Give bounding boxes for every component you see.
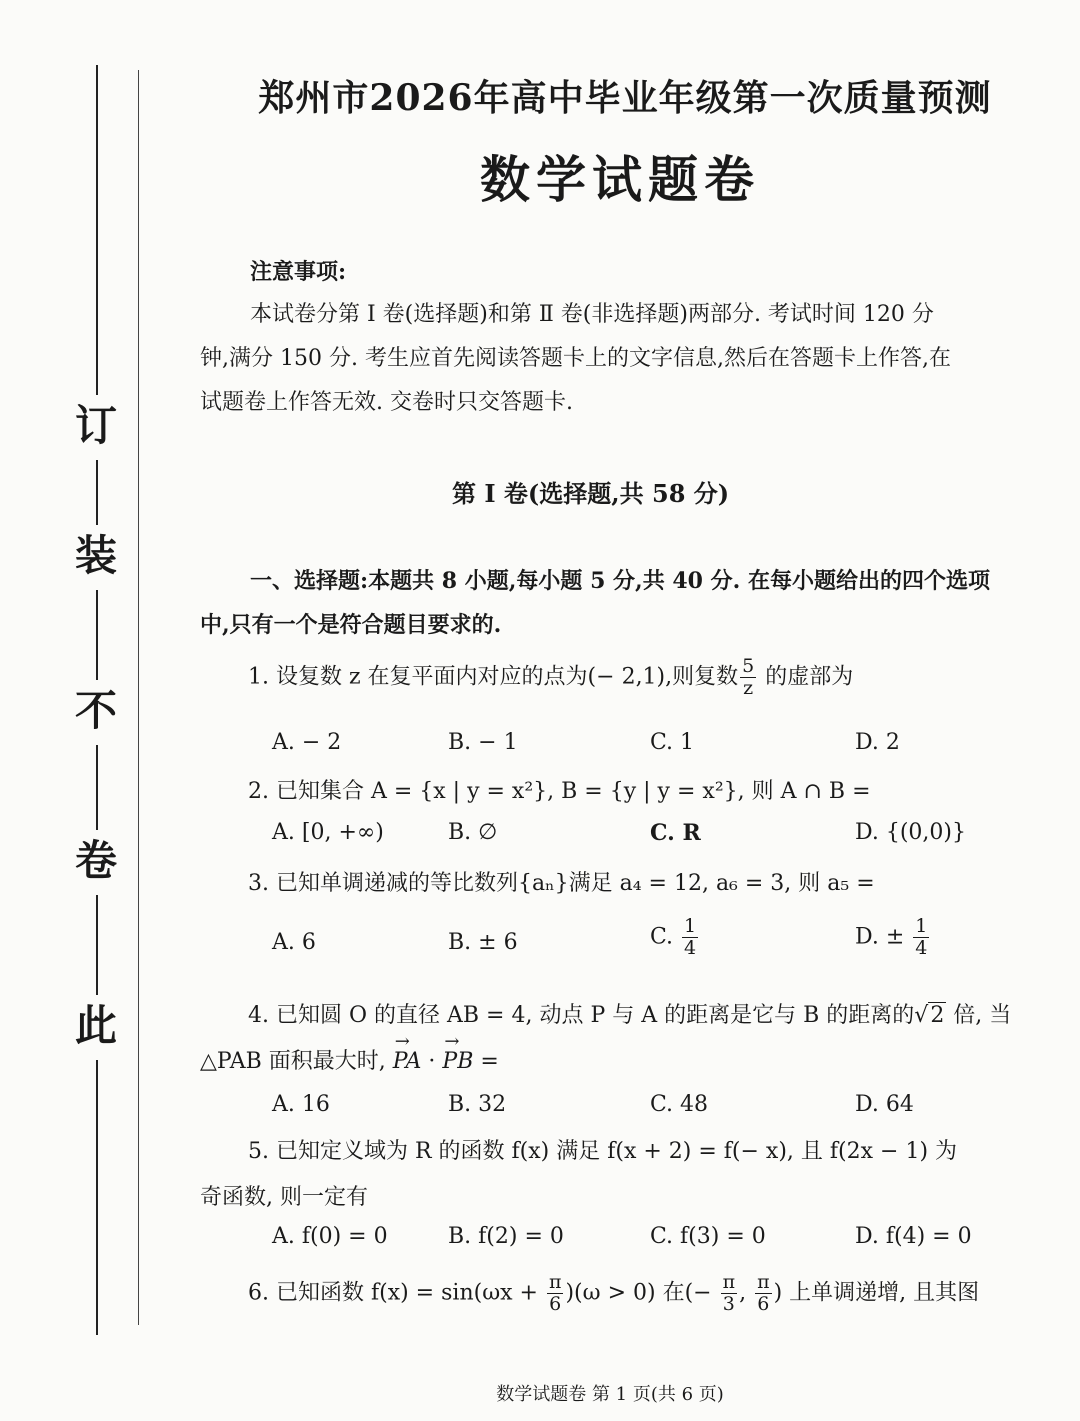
q5-option-b: B. f(2) = 0 (448, 1224, 564, 1249)
binding-char-juan: 卷 (74, 836, 117, 885)
question-3-stem: 3. 已知单调递减的等比数列{aₙ}满足 a₄ = 12, a₆ = 3, 则 a₅ = (248, 871, 875, 896)
part-instruction: 中,只有一个是符合题目要求的. (200, 612, 502, 638)
fraction (682, 916, 698, 959)
q1-option-c: C. 1 (650, 730, 695, 755)
fraction-denominator: 4 (915, 937, 928, 959)
question-text: 倍, 当 (946, 1003, 1012, 1028)
section-title: 第 Ⅰ 卷(选择题,共 58 分) (452, 479, 730, 508)
q2-option-a: A. [0, +∞) (272, 820, 384, 845)
part-instruction: 一、选择题:本题共 8 小题,每小题 5 分,共 40 分. 在每小题给出的四个选项 (250, 568, 990, 594)
vector-pa: → PA (393, 1049, 422, 1074)
margin-divider (138, 70, 139, 1325)
fraction-denominator: 6 (549, 1293, 562, 1315)
q1-option-d: D. 2 (855, 730, 900, 755)
question-2-stem: 2. 已知集合 A = {x | y = x²}, B = {y | y = x²}, 则 A ∩ B = (248, 779, 871, 804)
fraction-denominator: z (743, 677, 754, 699)
question-5-stem: 5. 已知定义域为 R 的函数 f(x) 满足 f(x + 2) = f(− x), 且 f(2x − 1) 为 (248, 1139, 958, 1164)
q2-option-b: B. ∅ (448, 820, 498, 845)
fraction (547, 1272, 564, 1315)
question-text: ) 上单调递增, 且其图 (773, 1280, 980, 1306)
binding-line (96, 590, 98, 680)
binding-line (96, 460, 98, 525)
question-text: △PAB 面积最大时, (200, 1049, 393, 1074)
fraction-denominator: 4 (684, 937, 697, 959)
fraction (913, 916, 929, 959)
q1-option-a: A. − 2 (272, 730, 342, 755)
question-text: 6. 已知函数 f(x) = sin(ωx + (248, 1280, 545, 1306)
fraction (721, 1272, 738, 1315)
binding-char-ding: 订 (74, 401, 117, 450)
binding-line (96, 1060, 98, 1335)
q4-option-a: A. 16 (272, 1092, 330, 1117)
question-4-stem (248, 998, 1011, 1029)
fraction-numerator: 1 (684, 915, 697, 937)
q3-option-b: B. ± 6 (448, 930, 518, 955)
question-1-stem (248, 656, 853, 699)
binding-char-zhuang: 装 (74, 531, 117, 580)
exam-title: 郑州市2026年高中毕业年级第一次质量预测 (258, 77, 992, 119)
sqrt-sign: √ (914, 1003, 929, 1028)
question-text: = (473, 1049, 499, 1074)
question-4-stem-cont (200, 1044, 499, 1075)
question-text: , (739, 1280, 754, 1306)
binding-char-ci: 此 (74, 1001, 117, 1050)
q5-option-c: C. f(3) = 0 (650, 1224, 766, 1249)
q5-option-a: A. f(0) = 0 (272, 1224, 388, 1249)
fraction (755, 1272, 772, 1315)
dot-product: · (421, 1049, 443, 1074)
fraction-numerator: π (548, 1271, 562, 1293)
fraction-numerator: π (722, 1271, 736, 1293)
question-6-stem (248, 1272, 979, 1315)
option-label: C. (650, 924, 681, 950)
question-text: 4. 已知圆 O 的直径 AB = 4, 动点 P 与 A 的距离是它与 B 的距离的 (248, 1003, 915, 1028)
notice-line: 钟,满分 150 分. 考生应首先阅读答题卡上的文字信息,然后在答题卡上作答,在 (200, 346, 951, 371)
vector-pb: → PB (442, 1049, 473, 1074)
binding-line (96, 895, 98, 995)
q4-option-c: C. 48 (650, 1092, 709, 1117)
page-footer: 数学试题卷 第 1 页(共 6 页) (496, 1384, 724, 1405)
fraction (740, 656, 756, 699)
q4-option-d: D. 64 (855, 1092, 914, 1117)
notice-line: 试题卷上作答无效. 交卷时只交答题卡. (200, 390, 573, 415)
q3-option-a: A. 6 (272, 930, 316, 955)
fraction-numerator: 5 (742, 655, 755, 677)
question-text: 1. 设复数 z 在复平面内对应的点为(− 2,1),则复数 (248, 664, 739, 690)
q3-option-c (650, 916, 700, 959)
binding-line (96, 745, 98, 830)
fraction-denominator: 3 (722, 1293, 735, 1315)
fraction-denominator: 6 (757, 1293, 770, 1315)
notice-heading: 注意事项: (250, 259, 347, 285)
binding-char-bu: 不 (74, 686, 117, 735)
notice-line: 本试卷分第 Ⅰ 卷(选择题)和第 Ⅱ 卷(非选择题)两部分. 考试时间 120 分 (250, 302, 934, 327)
fraction-numerator: π (757, 1271, 770, 1293)
q4-option-b: B. 32 (448, 1092, 507, 1117)
sqrt-radicand: 2 (930, 1003, 945, 1028)
q5-option-d: D. f(4) = 0 (855, 1224, 972, 1249)
question-5-stem-cont: 奇函数, 则一定有 (200, 1185, 368, 1210)
fraction-numerator: 1 (915, 915, 928, 937)
paper-title: 数学试题卷 (480, 151, 760, 209)
q1-option-b: B. − 1 (448, 730, 518, 755)
q2-option-d: D. {(0,0)} (855, 820, 966, 845)
q3-option-d (855, 916, 931, 959)
question-text: 的虚部为 (758, 664, 854, 690)
binding-margin (0, 0, 140, 1421)
q2-option-c: C. R (650, 820, 701, 846)
option-label: D. ± (855, 924, 912, 950)
question-text: )(ω > 0) 在(− (565, 1280, 719, 1306)
